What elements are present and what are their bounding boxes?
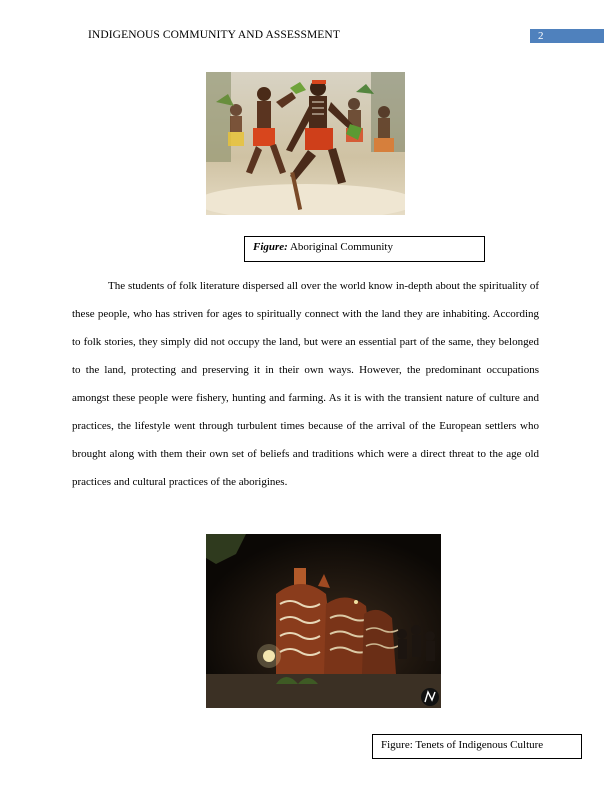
running-header-title: INDIGENOUS COMMUNITY AND ASSESSMENT xyxy=(88,29,340,41)
page-number-badge: 2 xyxy=(530,29,604,43)
indigenous-culture-ceremony-photo xyxy=(206,534,441,708)
figure-caption-label: Figure: xyxy=(253,241,288,253)
figure-caption-tenets-of-indigenous-culture: Figure: Tenets of Indigenous Culture xyxy=(372,734,582,759)
figure-caption-text: Aboriginal Community xyxy=(287,241,393,253)
body-paragraph: The students of folk literature dispersed all over the world know in-depth about the spirituality of these people, who has striven for ages to spiritually connect with the land they are inhabiting. According to folk stories, they simply did not occupy the land, but were an essential part of the same, they belonged to the land, protecting and preserving it in their own ways. However, the predominant occupations amongst these people were fishery, hunting and farming. As it is with the transient nature of culture and practices, the lifestyle went through turbulent times because of the arrival of the European settlers who brought along with them their own set of beliefs and traditions which were a direct threat to the age old practices and cultural practices of the aborigines. xyxy=(72,280,539,488)
figure-caption-aboriginal-community xyxy=(244,236,485,262)
aboriginal-community-photo xyxy=(206,72,405,215)
